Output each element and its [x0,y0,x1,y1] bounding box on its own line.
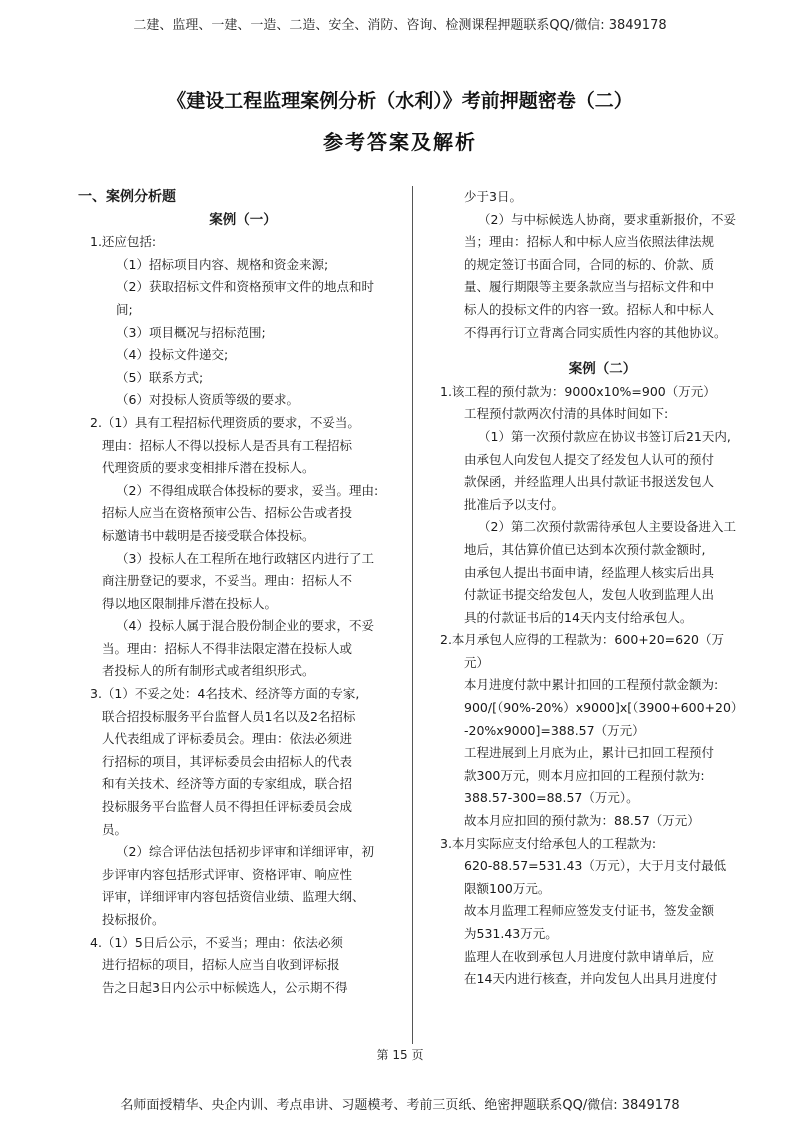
answer-line: （5）联系方式; [116,369,204,385]
answer-line: 投标服务平台监督人员不得担任评标委员会成 [102,799,353,815]
page-number: 第 15 页 [376,1048,424,1062]
answer-line: 2.本月承包人应得的工程款为：600+20=620（万 [440,632,724,648]
answer-line: 得以地区限制排斥潜在投标人。 [102,595,278,611]
answer-line: 具的付款证书后的14天内支付给承包人。 [464,609,693,625]
answer-line: （3）投标人在工程所在地行政辖区内进行了工 [116,550,374,566]
answer-line: 620-88.57=531.43（万元），大于月支付最低 [464,858,727,874]
answer-line: （1）招标项目内容、规格和资金来源; [116,256,329,272]
answer-line: （2）获取招标文件和资格预审文件的地点和时 [116,279,374,295]
answer-line: 少于3日。 [464,189,522,204]
answer-line: 理由：招标人不得以投标人是否具有工程招标 [102,437,353,453]
answer-line: -20%x9000]=388.57（万元） [464,722,645,738]
answer-line: （1）第一次预付款应在协议书签订后21天内, [478,428,731,444]
answer-line: 当；理由：招标人和中标人应当依照法律法规 [464,234,715,250]
answer-line: 故本月应扣回的预付款为：88.57（万元） [464,813,700,829]
answer-line: 款300万元，则本月应扣回的工程预付款为: [464,767,705,783]
answer-line: （6）对投标人资质等级的要求。 [116,392,299,408]
answer-line: 投标报价。 [102,912,165,927]
right-column [440,186,765,991]
answer-line: 本月进度付款中累计扣回的工程预付款金额为: [464,677,719,693]
answer-line: 标邀请书中载明是否接受联合体投标。 [102,527,315,543]
document-title: 《建设工程监理案例分析（水利）》考前押题密卷（二） [167,90,633,112]
answer-line: 由承包人向发包人提交了经发包人认可的预付 [464,451,715,467]
section-heading: 一、案例分析题 [78,189,176,205]
answer-line: 商注册登记的要求，不妥当。理由：招标人不 [102,573,353,589]
answer-line: 为531.43万元。 [464,926,558,941]
case-title: 案例（一） [209,211,277,228]
answer-line: 3.本月实际应支付给承包人的工程款为: [440,835,657,851]
answer-line: 388.57-300=88.57（万元）。 [464,790,639,806]
answer-line: 900/[（90%-20%）x9000]x[（3900+600+20） [464,700,744,716]
case-spacer [440,344,765,358]
answer-line: 工程预付款两次付清的具体时间如下: [464,406,669,422]
answer-line: （2）不得组成联合体投标的要求，妥当。理由: [116,482,379,498]
answer-line: 由承包人提出书面申请，经监理人核实后出具 [464,564,715,580]
answer-line: （4）投标人属于混合股份制企业的要求，不妥 [116,618,374,634]
answer-line: 1.还应包括: [90,234,157,250]
answer-line: 4.（1）5日后公示，不妥当；理由：依法必须 [90,934,343,950]
answer-line: （3）项目概况与招标范围; [116,324,266,340]
top-banner: 二建、监理、一建、一造、二造、安全、消防、咨询、检测课程押题联系QQ/微信: 3849178 [133,18,667,33]
answer-line: 在14天内进行核查，并向发包人出具月进度付 [464,971,718,987]
column-divider [412,186,413,1044]
answer-line: 元） [464,654,490,670]
answer-line: 人代表组成了评标委员会。理由：依法必须进 [102,731,353,747]
answer-line: 3.（1）不妥之处：4名技术、经济等方面的专家, [90,686,360,702]
answer-line: 的规定签订书面合同，合同的标的、价款、质 [464,256,715,272]
answer-line: 2.（1）具有工程招标代理资质的要求，不妥当。 [90,414,360,430]
answer-line: 批准后予以支付。 [464,496,565,512]
answer-line: 招标人应当在资格预审公告、招标公告或者投 [102,505,353,521]
document-subtitle: 参考答案及解析 [323,130,477,154]
answer-line: 和有关技术、经济等方面的专家组成，联合招 [102,776,353,792]
answer-line: 监理人在收到承包人月进度付款申请单后，应 [464,948,715,964]
answer-line: （4）投标文件递交; [116,347,229,363]
answer-line: 步评审内容包括形式评审、资格评审、响应性 [102,866,353,882]
answer-line: 款保函，并经监理人出具付款证书报送发包人 [464,474,715,490]
answer-line: （2）第二次预付款需待承包人主要设备进入工 [478,519,736,535]
answer-line: 行招标的项目，其评标委员会由招标人的代表 [102,753,353,769]
answer-line: 员。 [102,821,128,837]
answer-line: 地后，其估算价值已达到本次预付款金额时, [464,541,706,557]
answer-line: 告之日起3日内公示中标候选人，公示期不得 [102,979,348,995]
left-column [78,186,408,999]
answer-line: 代理资质的要求变相排斥潜在投标人。 [102,460,315,476]
answer-line: 评审，详细评审内容包括资信业绩、监理大纲、 [102,889,365,905]
bottom-banner: 名师面授精华、央企内训、考点串讲、习题模考、考前三页纸、绝密押题联系QQ/微信: 3849178 [120,1098,680,1113]
answer-line: 工程进展到上月底为止，累计已扣回工程预付 [464,745,715,761]
answer-line: （2）综合评估法包括初步评审和详细评审，初 [116,844,374,860]
answer-line: 限额100万元。 [464,880,551,896]
answer-line: 标人的投标文件的内容一致。招标人和中标人 [464,301,715,317]
answer-line: 付款证书提交给发包人，发包人收到监理人出 [464,587,715,603]
answer-line: 1.该工程的预付款为：9000x10%=900（万元） [440,383,716,399]
answer-line: （2）与中标候选人协商，要求重新报价，不妥 [478,211,736,227]
case-title: 案例（二） [568,361,637,378]
answer-line: 故本月监理工程师应签发支付证书，签发金额 [464,903,715,919]
answer-line: 量、履行期限等主要条款应当与招标文件和中 [464,279,715,295]
answer-line: 联合招投标服务平台监督人员1名以及2名招标 [102,708,356,724]
answer-line: 间; [116,301,133,317]
answer-line: 当。理由：招标人不得非法限定潜在投标人或 [102,640,353,656]
answer-line: 者投标人的所有制形式或者组织形式。 [102,663,315,679]
answer-line: 不得再行订立背离合同实质性内容的其他协议。 [464,324,727,340]
answer-line: 进行招标的项目，招标人应当自收到评标报 [102,957,340,973]
